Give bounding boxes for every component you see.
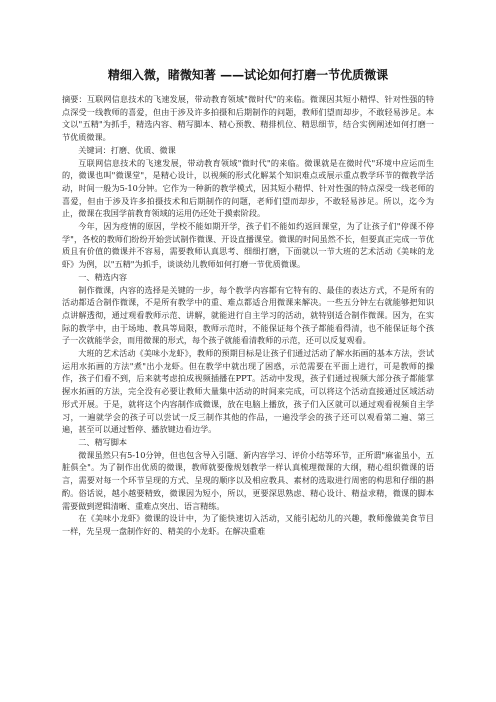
document-title: 精细入微，睹微知著 ——试论如何打磨一节优质微课 bbox=[107, 68, 389, 82]
document-body bbox=[62, 93, 434, 538]
section-heading: 一、精选内容 bbox=[78, 271, 128, 282]
body-paragraph: 互联网信息技术的飞速发展，带动教育领域"微时代"的来临。微课就是在微时代"环境中应运而生的，微课也叫"微课堂"，是精心设计，以视频的形式化解某个知识难点或展示重点教学环节的微教学活动，时间一般为5-10分钟。它作为一种新的教学模式，因其短小精悍、针对性强的特点深受一线老师的喜爱，但由于涉及许多拍摄技术和后期制作的问题，老师们望而却步，不敢轻易涉足。所以，迄今为止，微课在我国学前教育领域的运用仍还处于摸索阶段。 bbox=[62, 157, 434, 219]
section-heading: 二、精写脚本 bbox=[78, 436, 128, 447]
keywords-line: 关键词：打磨、优质、微课 bbox=[78, 144, 176, 155]
abstract-paragraph: 摘要：互联网信息技术的飞速发展，带动教育领域"微时代"的来临。微课因其短小精悍、针对性强的特点深受一线教师的喜爱，但由于涉及许多拍摄和后期制作的问题，教师们望而却步，不敢轻易涉足。本文以"五精"为抓手，精选内容、精写脚本、精心预教、精排机位、精思细节，结合实例阐述如何打磨一节优质微课。 bbox=[62, 94, 434, 143]
body-paragraph: 在《美味小龙虾》微课的设计中，为了能快速切入活动，又能引起幼儿的兴趣，教师像做美食节目一样，先呈现一盘制作好的、精美的小龙虾。在解决重难 bbox=[62, 513, 434, 536]
body-paragraph: 大班的艺术活动《美味小龙虾》，教师的预期目标是让孩子们通过活动了解水拓画的基本方法，尝试运用水拓画的方法"煮"出小龙虾。但在教学中就出现了困惑，示范需要在平面上进行，可是教师的操作，孩子们看不到，后来就考虑拍成视频插播在PPT。活动中发现，孩子们通过视频大部分孩子都能掌握水拓画的方法，完全没有必要让教师大量集中活动的时间来完成，可以将这个活动直接通过区域活动形式开展。于是，就将这个内容制作成微课，放在电脑上播放，孩子们入区就可以通过观看视频自主学习，一遍就学会的孩子可以尝试一反三制作其他的作品，一遍没学会的孩子还可以观看第二遍、第三遍，甚至可以通过暂停、播放键边看边学。 bbox=[62, 348, 434, 435]
body-paragraph: 今年，因为疫情的原因，学校不能如期开学，孩子们不能如约返回课堂，为了让孩子们"停课不停学"，各校的教师们纷纷开始尝试制作微课、开设直播课堂。微课的时间虽然不长，但要真正完成一节优质且有价值的微课并不容易，需要教师认真思考、细细打磨，下面就以一节大班的艺术活动《美味的龙虾》为例，以"五精"为抓手，谈谈幼儿教师如何打磨一节优质微课。 bbox=[62, 221, 434, 270]
body-paragraph: 制作微课，内容的选择是关键的一步，每个教学内容都有它特有的、最佳的表达方式，不是所有的活动都适合制作微课，不是所有教学中的重、难点都适合用微课来解决。一些五分钟左右就能够把知识点讲解透彻，通过观看教师示范、讲解，就能进行自主学习的活动，就特别适合制作微课。因为，在实际的教学中，由于场地、教具等局限，教师示范时，不能保证每个孩子都能看得清，也不能保证每个孩子一次就能学会，而用微课的形式，每个孩子就能看清教师的示范，还可以反复观看。 bbox=[62, 284, 434, 346]
body-paragraph: 微课虽然只有5-10分钟，但也包含导入引题、新内容学习、评价小结等环节，正所谓"麻雀虽小，五脏俱全"。为了制作出优质的微课，教师就要像规划教学一样认真梳理微课的大纲，精心组织微课的语言，需要对每一个环节呈现的方式、呈现的顺序以及相应教具、素材的选取进行周密的构思和仔细的斟酌。俗话说，越小越要精致，微课因为短小，所以，更要深思熟虑、精心设计、精益求精，微课的脚本需要做到逻辑清晰、重难点突出、语言精练。 bbox=[62, 449, 434, 511]
